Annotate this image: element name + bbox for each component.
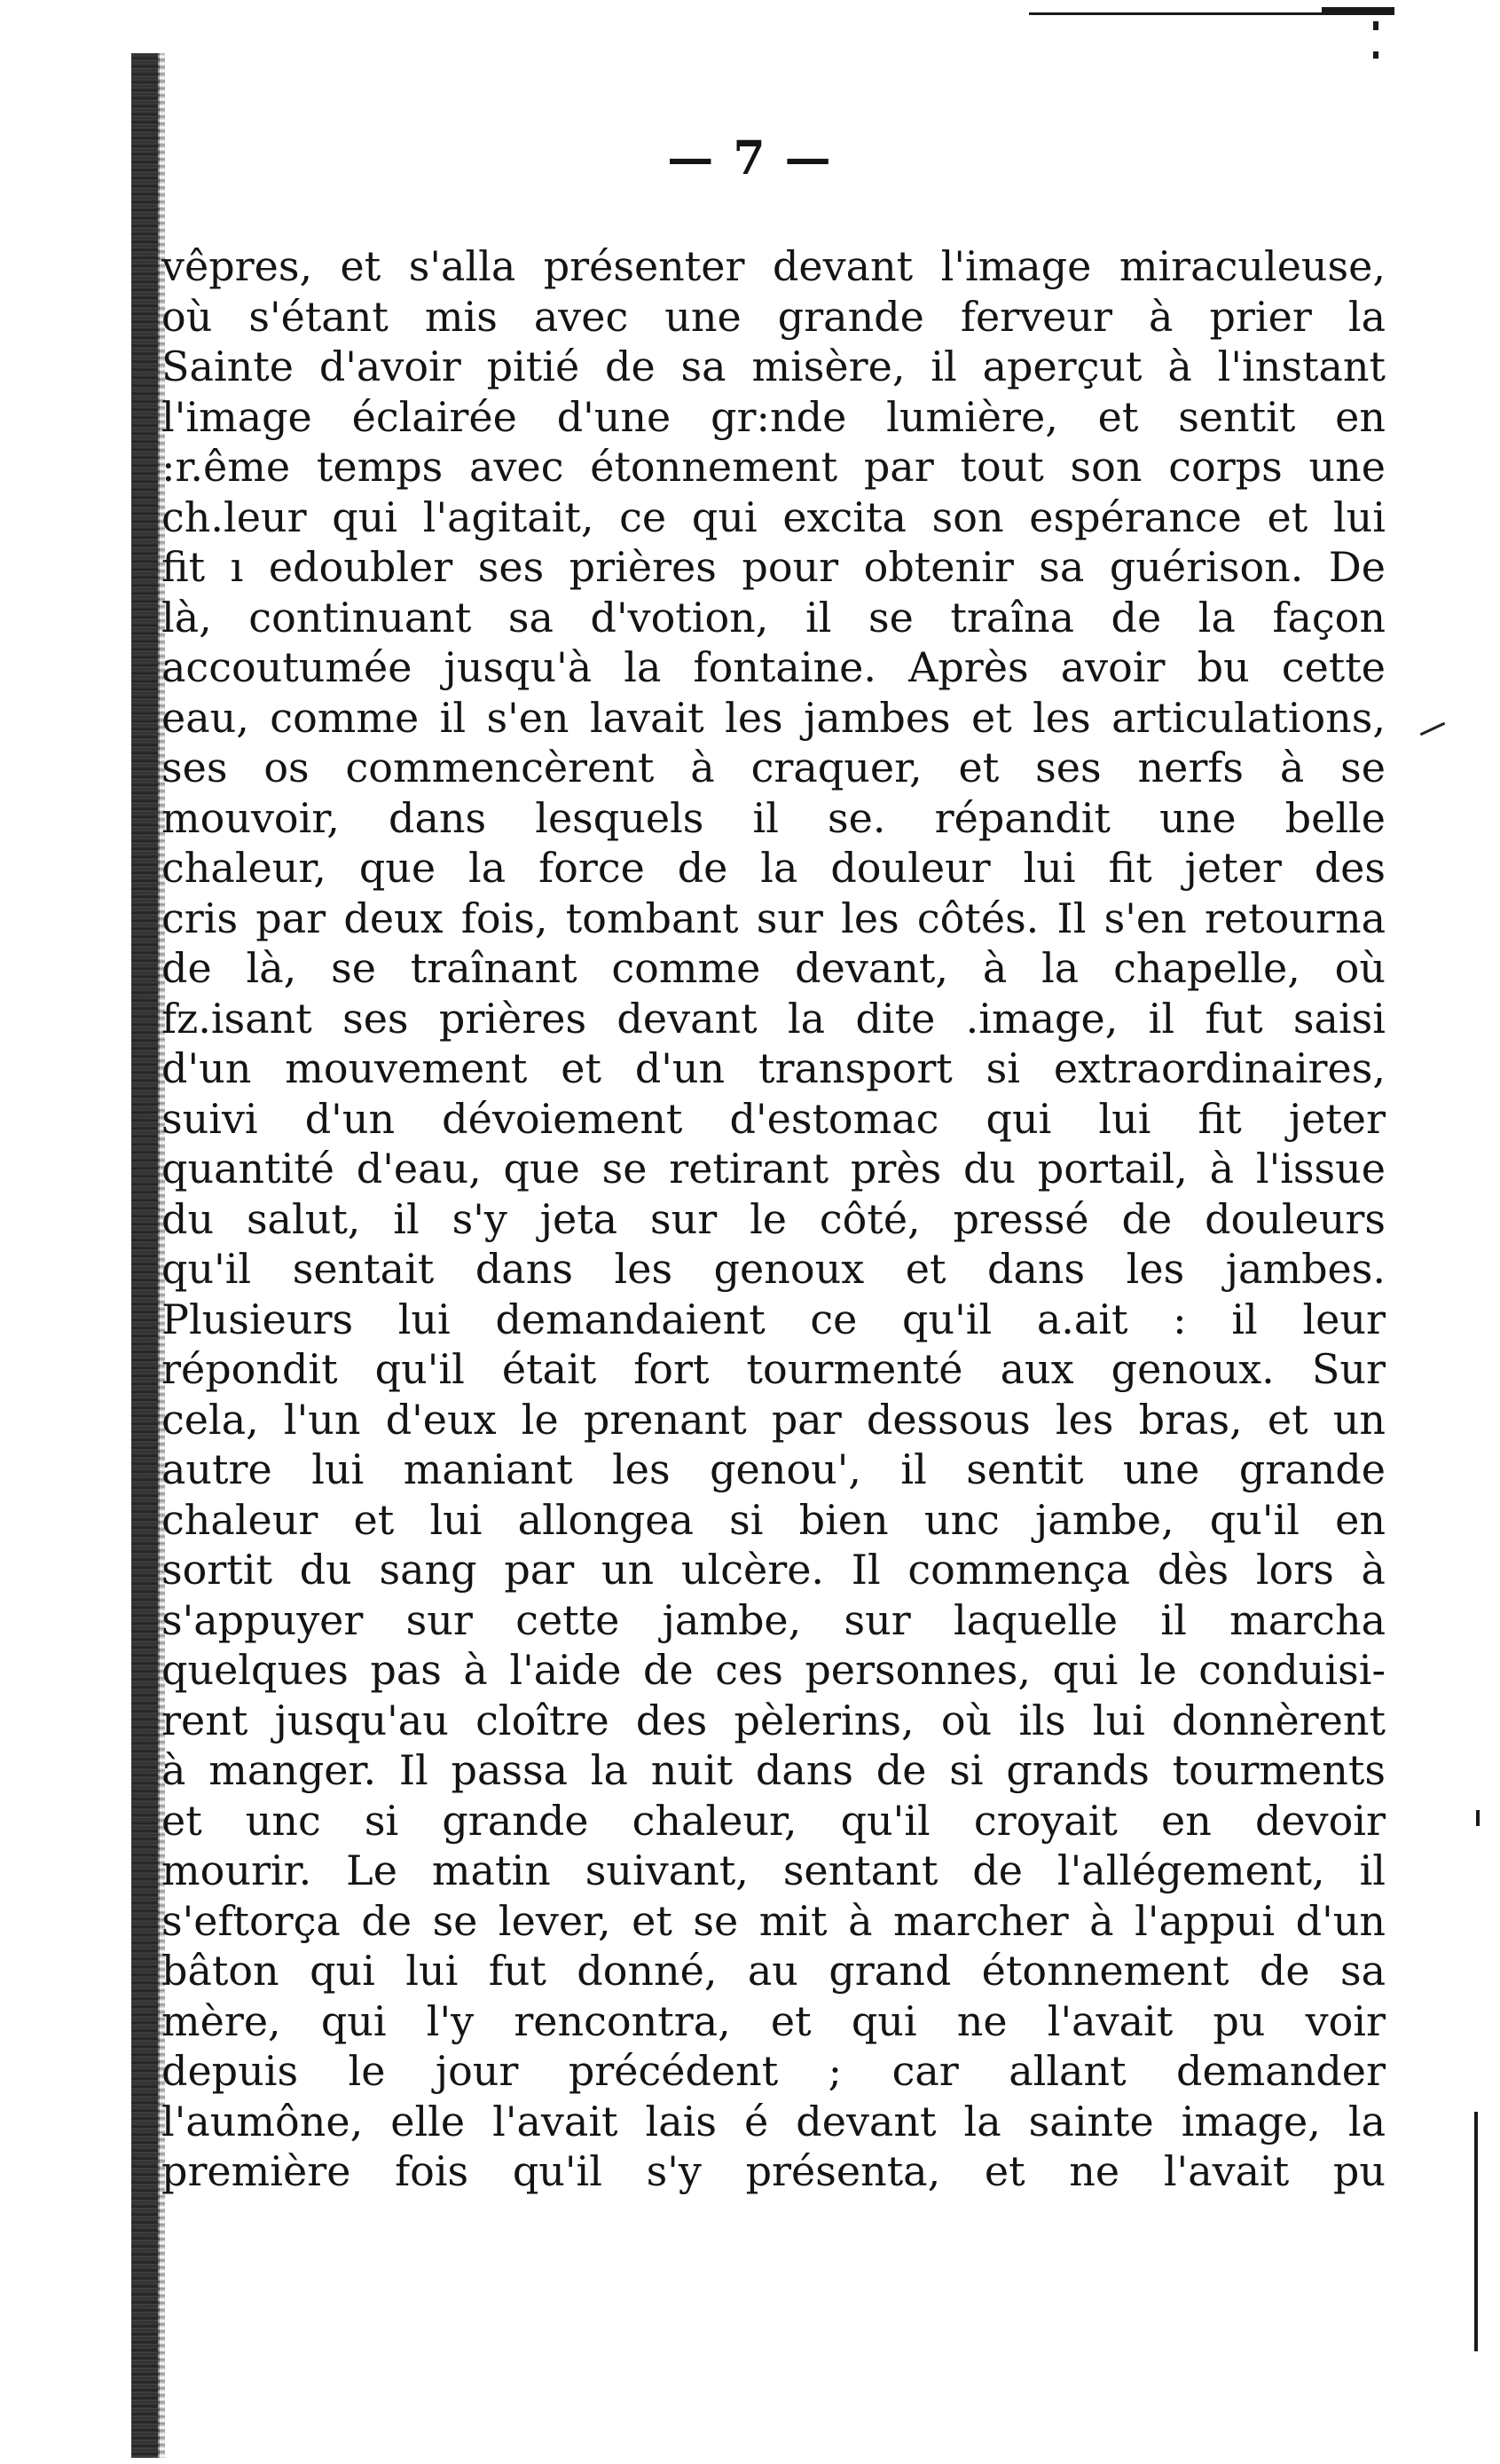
- text-line: l'aumône, elle l'avait lais é devant la sainte image, la: [161, 2097, 1386, 2145]
- text-line: mourir. Le matin suivant, sentant de l'allégement, il: [161, 1846, 1386, 1894]
- text-line: cris par deux fois, tombant sur les côtés. Il s'en retourna: [161, 893, 1386, 942]
- text-line: fit ı edoubler ses prières pour obtenir sa guérison. De: [161, 543, 1386, 591]
- page-number: — 7 —: [667, 131, 833, 185]
- text-line: de là, se traînant comme devant, à la chapelle, où: [161, 944, 1386, 992]
- text-line: et unc si grande chaleur, qu'il croyait en devoir: [161, 1796, 1386, 1845]
- text-line: d'un mouvement et d'un transport si extraordinaires,: [161, 1044, 1386, 1092]
- text-line: première fois qu'il s'y présenta, et ne l'avait pu: [161, 2147, 1386, 2195]
- text-line: cela, l'un d'eux le prenant par dessous les bras, et un: [161, 1395, 1386, 1444]
- text-line: quelques pas à l'aide de ces personnes, qui le conduisi-: [161, 1646, 1386, 1694]
- text-line: :r.ême temps avec étonnement par tout son corps une: [161, 443, 1386, 491]
- body-text: [161, 241, 1386, 2197]
- edge-speck: [1373, 21, 1378, 30]
- text-line: rent jusqu'au cloître des pèlerins, où ils lui donnèrent: [161, 1696, 1386, 1744]
- text-line: bâton qui lui fut donné, au grand étonnement de sa: [161, 1947, 1386, 1995]
- text-line: où s'étant mis avec une grande ferveur à prier la: [161, 292, 1386, 341]
- text-line: l'image éclairée d'une gr:nde lumière, et sentit en: [161, 392, 1386, 441]
- text-line: chaleur, que la force de la douleur lui fit jeter des: [161, 844, 1386, 892]
- text-line: ses os commencèrent à craquer, et ses nerfs à se: [161, 744, 1386, 791]
- text-line: mouvoir, dans lesquels il se. répandit une belle: [161, 793, 1386, 842]
- text-line: du salut, il s'y jeta sur le côté, pressé de douleurs: [161, 1194, 1386, 1243]
- text-line: sortit du sang par un ulcère. Il commença dès lors à: [161, 1546, 1386, 1594]
- text-line: depuis le jour précédent ; car allant demander: [161, 2047, 1386, 2095]
- text-line: autre lui maniant les genou', il sentit une grande: [161, 1445, 1386, 1493]
- edge-speck: [1373, 51, 1378, 59]
- text-line: répondit qu'il était fort tourmenté aux genoux. Sur: [161, 1345, 1386, 1393]
- text-line: quantité d'eau, que se retirant près du portail, à l'issue: [161, 1145, 1386, 1193]
- text-line: accoutumée jusqu'à la fontaine. Après avoir bu cette: [161, 643, 1386, 691]
- text-line: Sainte d'avoir pitié de sa misère, il aperçut à l'instant: [161, 342, 1386, 390]
- edge-speck: [1474, 2112, 1478, 2351]
- page-binding-shadow: [131, 53, 160, 2458]
- text-line: ch.leur qui l'agitait, ce qui excita son espérance et lui: [161, 492, 1386, 541]
- text-line: là, continuant sa d'votion, il se traîna de la façon: [161, 593, 1386, 642]
- text-line: qu'il sentait dans les genoux et dans les jambes.: [161, 1245, 1386, 1293]
- text-line: chaleur et lui allongea si bien unc jambe, qu'il en: [161, 1495, 1386, 1544]
- text-line: mère, qui l'y rencontra, et qui ne l'avait pu voir: [161, 1996, 1386, 2045]
- margin-mark: [1420, 722, 1445, 736]
- top-rule-mark: [1322, 7, 1394, 14]
- edge-speck: [1476, 1810, 1480, 1826]
- text-line: s'appuyer sur cette jambe, sur laquelle il marcha: [161, 1595, 1386, 1644]
- text-line: s'eftorça de se lever, et se mit à marcher à l'appui d'un: [161, 1896, 1386, 1945]
- text-line: à manger. Il passa la nuit dans de si grands tourments: [161, 1746, 1386, 1794]
- text-line: fz.isant ses prières devant la dite .image, il fut saisi: [161, 994, 1386, 1043]
- text-line: Plusieurs lui demandaient ce qu'il a.ait : il leur: [161, 1295, 1386, 1343]
- text-line: suivi d'un dévoiement d'estomac qui lui fit jeter: [161, 1094, 1386, 1143]
- text-line: vêpres, et s'alla présenter devant l'image miraculeuse,: [161, 242, 1386, 290]
- text-line: eau, comme il s'en lavait les jambes et les articulations,: [161, 693, 1386, 742]
